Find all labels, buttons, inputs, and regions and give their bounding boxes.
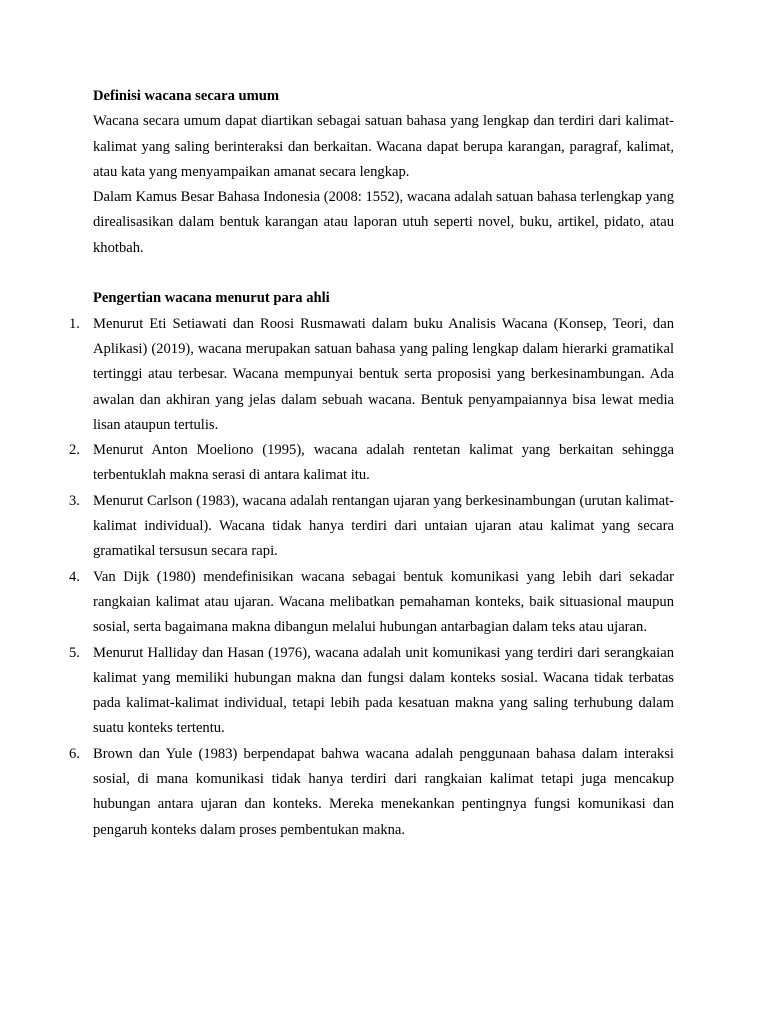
list-item <box>69 438 674 489</box>
list-item <box>69 641 674 742</box>
list-item <box>69 312 674 438</box>
list-item <box>69 742 674 843</box>
section-heading-definisi: Definisi wacana secara umum <box>93 88 280 104</box>
list-item-number: 5. <box>69 644 80 661</box>
list-item-number: 3. <box>69 492 80 509</box>
paragraph-definisi-umum: Wacana secara umum dapat diartikan sebagai satuan bahasa yang lengkap dan terdiri dari kalimat-kalimat yang saling berinteraksi dan berkaitan. Wacana dapat berupa karangan, paragraf, kalimat, atau kata yang menyampaikan amanat secara lengkap. <box>93 113 674 180</box>
list-item-text: Menurut Anton Moeliono (1995), wacana adalah rentetan kalimat yang berkaitan sehingga terbentuklah makna serasi di antara kalimat itu. <box>93 442 674 484</box>
list-item-number: 2. <box>69 442 80 459</box>
list-item-text: Menurut Carlson (1983), wacana adalah rentangan ujaran yang berkesinambungan (urutan kalimat-kalimat individual). Wacana tidak hanya terdiri dari untaian ujaran atau kalimat yang secara gramatikal tersusun secara rapi. <box>93 492 674 560</box>
list-item-number: 1. <box>69 315 80 332</box>
list-item-text: Brown dan Yule (1983) berpendapat bahwa wacana adalah penggunaan bahasa dalam interaksi sosial, di mana komunikasi tidak hanya terdiri dari rangkaian kalimat tetapi juga mencakup hubungan antara ujaran dan konteks. Mereka menekankan pentingnya fungsi komunikasi dan pengaruh konteks dalam proses pembentukan makna. <box>93 745 674 838</box>
list-item <box>69 565 674 641</box>
list-item-text: Menurut Eti Setiawati dan Roosi Rusmawati dalam buku Analisis Wacana (Konsep, Teori, dan Aplikasi) (2019), wacana merupakan satuan bahasa yang paling lengkap dalam hierarki gramatikal tertinggi atau terbesar. Wacana mempunyai bentuk serta proposisi yang berkesinambungan. Ada awalan dan akhiran yang jelas dalam sebuah wacana. Bentuk penyampaiannya bisa lewat media lisan ataupun tertulis. <box>93 315 674 433</box>
expert-definitions-list <box>69 312 674 843</box>
list-item-number: 4. <box>69 568 80 585</box>
list-item-number: 6. <box>69 745 80 762</box>
document-body <box>69 84 674 843</box>
list-item-text: Van Dijk (1980) mendefinisikan wacana sebagai bentuk komunikasi yang lebih dari sekadar rangkaian kalimat atau ujaran. Wacana melibatkan pemahaman konteks, baik situasional maupun sosial, serta bagaimana makna dibangun melalui hubungan antarbagian dalam teks atau ujaran. <box>93 568 674 636</box>
paragraph-spacer <box>93 261 674 286</box>
list-item <box>69 489 674 565</box>
list-item-text: Menurut Halliday dan Hasan (1976), wacana adalah unit komunikasi yang terdiri dari serangkaian kalimat yang memiliki hubungan makna dan fungsi dalam konteks sosial. Wacana tidak terbatas pada kalimat-kalimat individual, tetapi lebih pada kesatuan makna yang saling terhubung dalam suatu konteks tertentu. <box>93 644 674 737</box>
section-heading-pengertian-ahli: Pengertian wacana menurut para ahli <box>93 290 330 307</box>
paragraph-kbbi: Dalam Kamus Besar Bahasa Indonesia (2008: 1552), wacana adalah satuan bahasa terlengkap yang direalisasikan dalam bentuk karangan atau laporan utuh seperti novel, buku, artikel, pidato, atau khotbah. <box>93 189 674 256</box>
